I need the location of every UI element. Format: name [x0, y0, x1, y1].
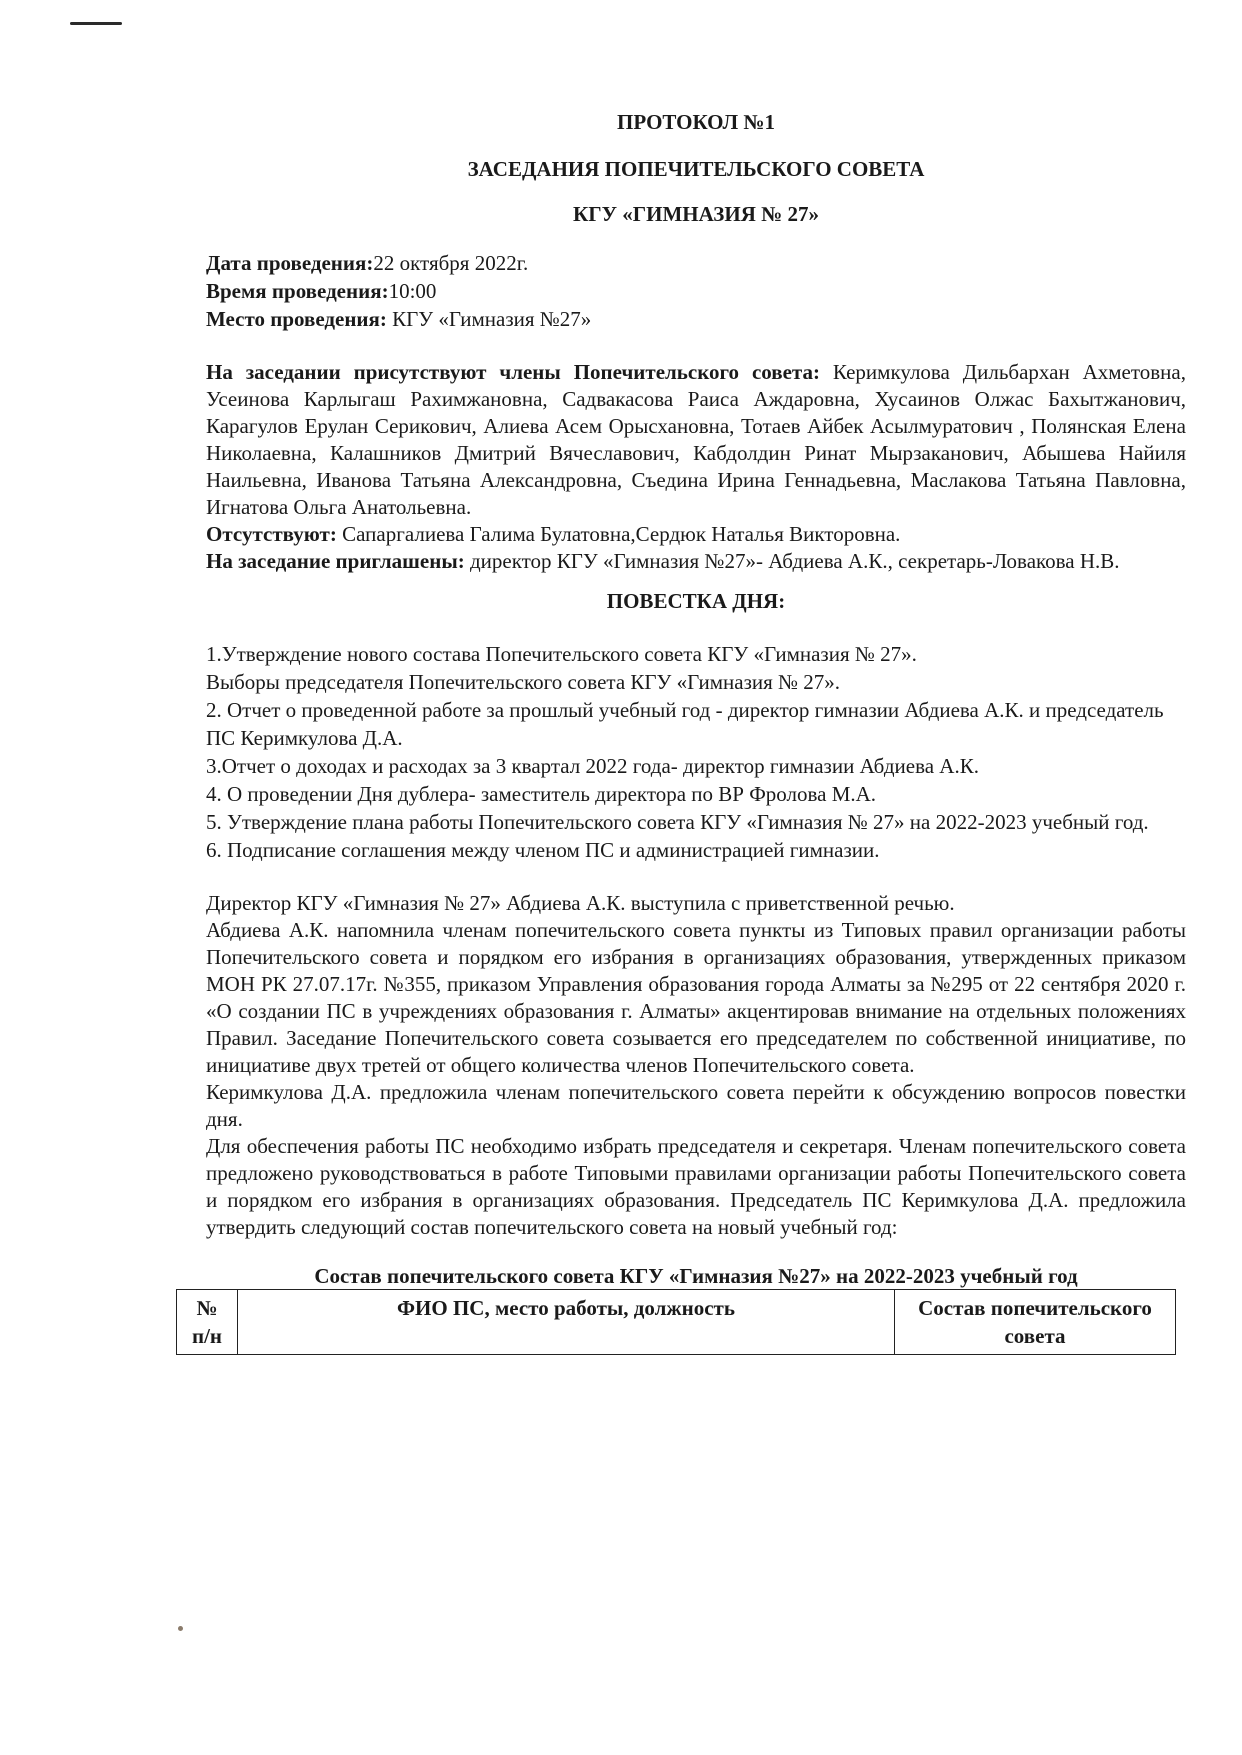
absent-value: Сапаргалиева Галима Булатовна,Сердюк Наталья Викторовна.	[336, 522, 901, 546]
table-header-row	[177, 1290, 1176, 1355]
date-value: 22 октября 2022г.	[373, 251, 529, 275]
table-caption: Состав попечительского совета КГУ «Гимназия №27» на 2022-2023 учебный год	[314, 1264, 1078, 1288]
body-paragraph: Абдиева А.К. напомнила членам попечительского совета пункты из Типовых правил организации работы Попечительского совета и порядком его избрания в организациях образования, утвержденных приказом МОН РК 27.07.17г. №355, приказом Управления образования города Алматы за №295 от 22 сентября 2020 г. «О создании ПС в учреждениях образования г. Алматы» акцентировав внимание на отдельных положениях Правил. Заседание Попечительского совета созывается его председателем по собственной инициативе, по инициативе двух третей от общего количества членов Попечительского совета.	[206, 918, 1186, 1077]
agenda-item: 6. Подписание соглашения между членом ПС и администрацией гимназии.	[206, 838, 880, 862]
column-role: Состав попечительского совета	[895, 1290, 1176, 1355]
time-value: 10:00	[388, 279, 437, 303]
absent-members	[206, 521, 1186, 548]
document-page	[191, 110, 1186, 1355]
column-name: ФИО ПС, место работы, должность	[238, 1290, 895, 1355]
agenda-item: Выборы председателя Попечительского совета КГУ «Гимназия № 27».	[206, 670, 841, 694]
place-label: Место проведения:	[206, 307, 387, 331]
body-paragraph: Для обеспечения работы ПС необходимо избрать председателя и секретаря. Членам попечительского совета предложено руководствоваться в работе Типовыми правилами организации работы Попечительского совета и порядком его избрания в организациях образования. Председатель ПС Керимкулова Д.А. предложила утвердить следующий состав попечительского совета на новый учебный год:	[206, 1134, 1186, 1239]
minutes-body	[206, 890, 1186, 1241]
document-subtitle: ЗАСЕДАНИЯ ПОПЕЧИТЕЛЬСКОГО СОВЕТА	[467, 157, 925, 181]
body-paragraph: Директор КГУ «Гимназия № 27» Абдиева А.К. выступила с приветственной речью.	[206, 891, 955, 915]
present-value: Керимкулова Дильбархан Ахметовна, Усеинова Карлыгаш Рахимжановна, Садвакасова Раиса Аждаровна, Хусаинов Олжас Бахытжанович, Карагулов Ерулан Серикович, Алиева Асем Орысхановна, Тотаев Айбек Асылмуратович , Полянская Елена Николаевна, Калашников Дмитрий Вячеславович, Кабдолдин Ринат Мырзаканович, Абышева Найиля Наильевна, Иванова Татьяна Александровна, Съедина Ирина Геннадьевна, Маслакова Татьяна Павловна, Игнатова Ольга Анатольевна.	[206, 360, 1186, 519]
date-label: Дата проведения:	[206, 251, 374, 275]
invited-value: директор КГУ «Гимназия №27»- Абдиева А.К., секретарь-Ловакова Н.В.	[464, 549, 1120, 573]
present-label: На заседании присутствуют члены Попечительского совета:	[206, 360, 820, 384]
meeting-meta	[206, 249, 1186, 333]
invited-label: На заседание приглашены:	[206, 549, 465, 573]
agenda-list	[206, 640, 1186, 864]
present-members	[206, 359, 1186, 521]
agenda-item: 4. О проведении Дня дублера- заместитель директора по ВР Фролова М.А.	[206, 782, 877, 806]
absent-label: Отсутствуют:	[206, 522, 337, 546]
meeting-time	[206, 277, 1186, 305]
agenda-item: 1.Утверждение нового состава Попечительского совета КГУ «Гимназия № 27».	[206, 642, 917, 666]
meeting-place	[206, 305, 1186, 333]
document-title: ПРОТОКОЛ №1	[617, 110, 775, 134]
agenda-item: 2. Отчет о проведенной работе за прошлый учебный год - директор гимназии Абдиева А.К. и председатель ПС Керимкулова Д.А.	[206, 698, 1164, 750]
agenda-item: 3.Отчет о доходах и расходах за 3 квартал 2022 года- директор гимназии Абдиева А.К.	[206, 754, 979, 778]
organization-name: КГУ «ГИМНАЗИЯ № 27»	[573, 202, 819, 226]
scan-dot	[178, 1626, 183, 1631]
invited-members	[206, 548, 1186, 575]
time-label: Время проведения:	[206, 279, 389, 303]
agenda-title: ПОВЕСТКА ДНЯ:	[606, 589, 786, 613]
scan-mark	[70, 22, 122, 25]
meeting-date	[206, 249, 1186, 277]
agenda-item: 5. Утверждение плана работы Попечительского совета КГУ «Гимназия № 27» на 2022-2023 учебный год.	[206, 810, 1149, 834]
column-number: № п/н	[177, 1290, 238, 1355]
council-composition-table	[176, 1289, 1176, 1355]
place-value: КГУ «Гимназия №27»	[386, 307, 592, 331]
body-paragraph: Керимкулова Д.А. предложила членам попечительского совета перейти к обсуждению вопросов повестки дня.	[206, 1080, 1186, 1131]
